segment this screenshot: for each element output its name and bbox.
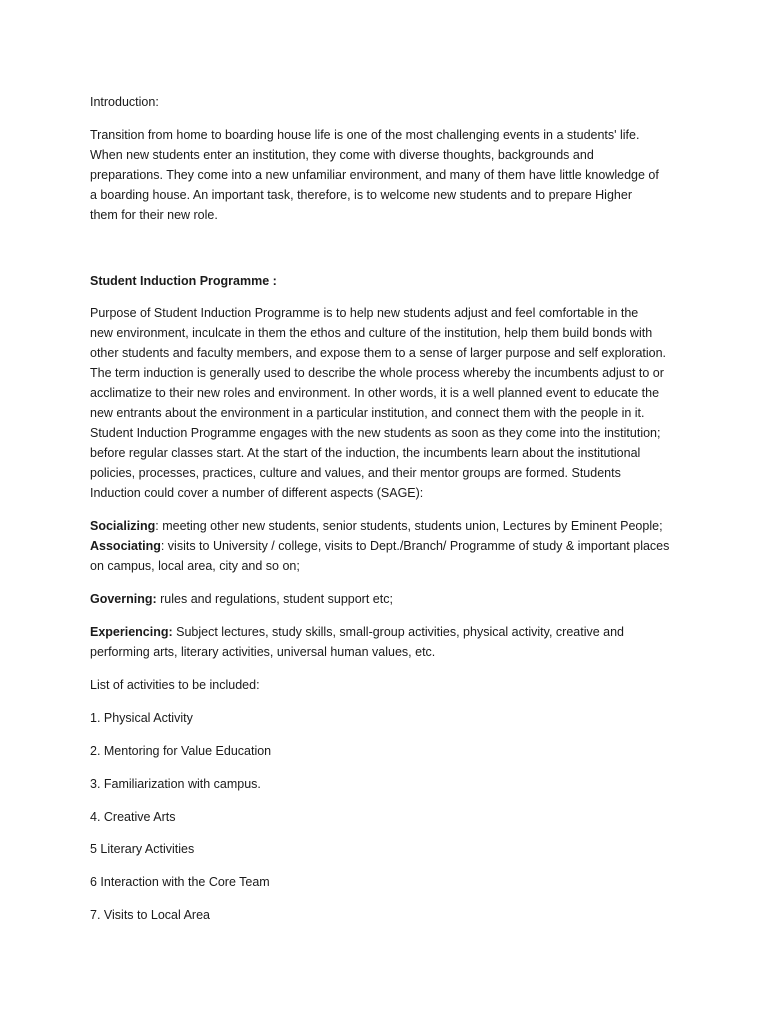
sage-paragraph — [90, 516, 690, 576]
intro-line: a boarding house. An important task, therefore, is to welcome new students and to prepare Higher — [90, 188, 632, 202]
sip-line: Student Induction Programme engages with the new students as soon as they come into the institution; — [90, 426, 661, 440]
activity-item: 2. Mentoring for Value Education — [90, 744, 272, 758]
experiencing-text: Subject lectures, study skills, small-group activities, physical activity, creative and — [172, 625, 625, 639]
intro-line: When new students enter an institution, they come with diverse thoughts, backgrounds and — [90, 148, 594, 162]
activity-item: 7. Visits to Local Area — [90, 908, 210, 922]
experiencing-label: Experiencing: — [90, 625, 173, 639]
governing-label: Governing: — [90, 592, 157, 606]
intro-line: preparations. They come into a new unfamiliar environment, and many of them have little knowledge of — [90, 168, 659, 182]
activity-item: 4. Creative Arts — [90, 810, 176, 824]
sip-heading: Student Induction Programme : — [90, 274, 277, 288]
socializing-label: Socializing — [90, 519, 156, 533]
associating-line-2: on campus, local area, city and so on; — [90, 559, 300, 573]
sip-line: The term induction is generally used to describe the whole process whereby the incumbents adjust to or — [90, 366, 664, 380]
socializing-line — [90, 516, 690, 536]
list-intro: List of activities to be included: — [90, 678, 260, 692]
intro-heading: Introduction: — [90, 95, 159, 109]
governing-paragraph — [90, 589, 690, 609]
sip-line: Purpose of Student Induction Programme is to help new students adjust and feel comfortable in the — [90, 306, 639, 320]
experiencing-line — [90, 622, 690, 642]
intro-line: Transition from home to boarding house life is one of the most challenging events in a students' life. — [90, 128, 640, 142]
experiencing-line-2: performing arts, literary activities, universal human values, etc. — [90, 645, 436, 659]
associating-line — [90, 536, 690, 556]
associating-label: Associating — [90, 539, 161, 553]
intro-paragraph — [90, 125, 690, 225]
activity-item: 3. Familiarization with campus. — [90, 777, 261, 791]
sip-line: before regular classes start. At the start of the induction, the incumbents learn about the institutional — [90, 446, 641, 460]
sip-line: policies, processes, practices, culture and values, and their mentor groups are formed. Students — [90, 466, 621, 480]
sip-line: acclimatize to their new roles and environment. In other words, it is a well planned event to educate the — [90, 386, 660, 400]
activity-item: 5 Literary Activities — [90, 842, 195, 856]
activity-item: 6 Interaction with the Core Team — [90, 875, 270, 889]
activity-item: 1. Physical Activity — [90, 711, 193, 725]
intro-line: them for their new role. — [90, 208, 218, 222]
sip-line: new environment, inculcate in them the ethos and culture of the institution, help them build bonds with — [90, 326, 653, 340]
sip-line: Induction could cover a number of different aspects (SAGE): — [90, 486, 424, 500]
sip-line: other students and faculty members, and expose them to a sense of larger purpose and self exploration. — [90, 346, 667, 360]
experiencing-paragraph — [90, 622, 690, 662]
sip-paragraph — [90, 303, 690, 503]
governing-text: rules and regulations, student support etc; — [156, 592, 393, 606]
sip-line: new entrants about the environment in a particular institution, and connect them with the people in it. — [90, 406, 645, 420]
socializing-text: : meeting other new students, senior students, students union, Lectures by Eminent People; — [155, 519, 663, 533]
associating-text: : visits to University / college, visits to Dept./Branch/ Programme of study & important places — [160, 539, 670, 553]
